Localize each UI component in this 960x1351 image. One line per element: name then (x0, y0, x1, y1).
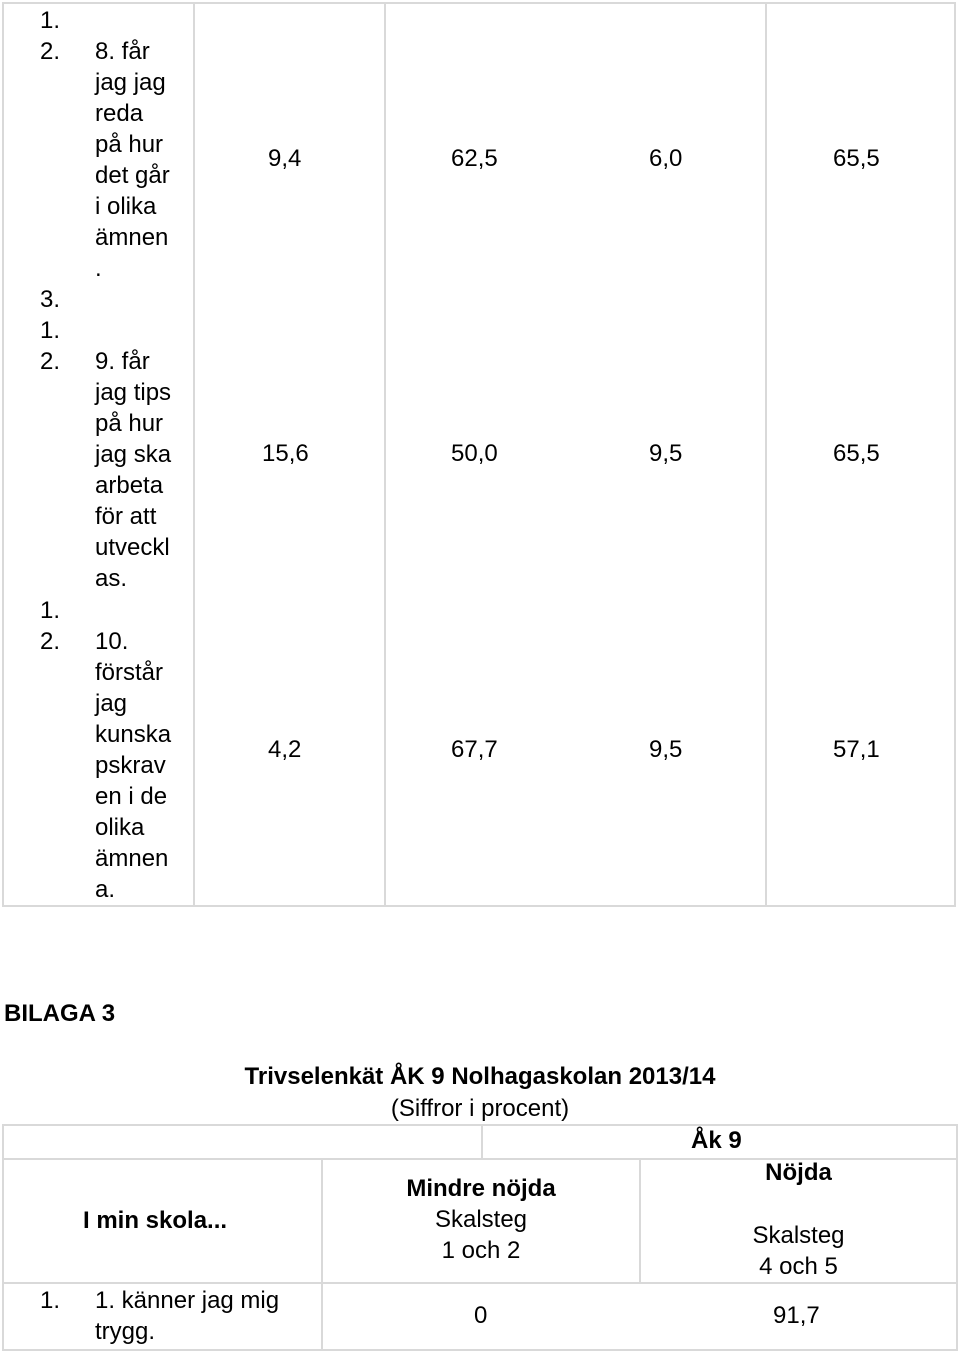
item-line: ämnen (95, 845, 169, 872)
values-cell-2 (384, 2, 767, 907)
col-satisfied-scale: Skalsteg (752, 1222, 845, 1249)
value-cell: 62,5 (451, 145, 498, 172)
item-line: förstår (95, 659, 164, 686)
item-line: jag jag (95, 69, 166, 96)
col-less-label: Mindre nöjda (406, 1175, 556, 1202)
table-header-left (2, 1124, 483, 1160)
row-marker: 2. (40, 348, 61, 375)
item-line: olika (95, 814, 145, 841)
item-line: på hur (95, 410, 164, 437)
item-line: jag tips (95, 379, 172, 406)
item-line: arbeta (95, 472, 164, 499)
appendix-label: BILAGA 3 (4, 1000, 116, 1027)
item-line: en i de (95, 783, 168, 810)
value-cell: 65,5 (833, 145, 880, 172)
col-satisfied-scale-range: 4 och 5 (759, 1253, 838, 1280)
item-line: pskrav (95, 752, 166, 779)
col-satisfied-header (639, 1157, 958, 1188)
item-line: 8. får (95, 38, 150, 65)
item-line: . (95, 255, 102, 282)
col-satisfied-scale-block (639, 1220, 958, 1282)
value-less: 0 (474, 1302, 488, 1329)
row-question-cont: trygg. (95, 1318, 156, 1345)
item-line: a. (95, 876, 116, 903)
value-satisfied: 91,7 (773, 1302, 820, 1329)
item-line: 10. (95, 628, 129, 655)
value-cell: 6,0 (649, 145, 683, 172)
item-line: det går (95, 162, 170, 189)
item-line: på hur (95, 131, 164, 158)
value-cell: 15,6 (262, 440, 309, 467)
item-line: i olika (95, 193, 157, 220)
survey-title: Trivselenkät ÅK 9 Nolhagaskolan 2013/14 (244, 1063, 716, 1090)
survey-subtitle: (Siffror i procent) (390, 1095, 570, 1122)
value-cell: 9,5 (649, 440, 683, 467)
row-marker: 1. (40, 597, 61, 624)
value-cell: 57,1 (833, 736, 880, 763)
item-line: utveckl (95, 534, 170, 561)
item-line: för att (95, 503, 157, 530)
item-line: ämnen (95, 224, 169, 251)
value-cell: 4,2 (268, 736, 302, 763)
col-less-header (321, 1173, 641, 1266)
value-cell: 65,5 (833, 440, 880, 467)
item-line: jag ska (95, 441, 172, 468)
grade-header: Åk 9 (691, 1127, 742, 1154)
row-marker: 1. (40, 7, 61, 34)
value-cell: 9,5 (649, 736, 683, 763)
row-marker: 3. (40, 286, 61, 313)
value-cell: 67,7 (451, 736, 498, 763)
row-1-values-cell (321, 1282, 958, 1351)
item-line: 9. får (95, 348, 150, 375)
value-cell: 9,4 (268, 145, 302, 172)
col-less-scale-range: 1 och 2 (441, 1237, 521, 1264)
row-header: I min skola... (83, 1207, 228, 1234)
row-marker: 1. (40, 1287, 61, 1314)
item-line: reda (95, 100, 144, 127)
value-cell: 50,0 (451, 440, 498, 467)
item-line: jag (95, 690, 128, 717)
col-less-scale: Skalsteg (434, 1206, 528, 1233)
item-line: kunska (95, 721, 172, 748)
row-question: 1. känner jag mig (95, 1287, 280, 1314)
row-marker: 2. (40, 38, 61, 65)
col-satisfied-label: Nöjda (765, 1159, 832, 1186)
row-marker: 2. (40, 628, 61, 655)
item-line: as. (95, 565, 128, 592)
row-marker: 1. (40, 317, 61, 344)
